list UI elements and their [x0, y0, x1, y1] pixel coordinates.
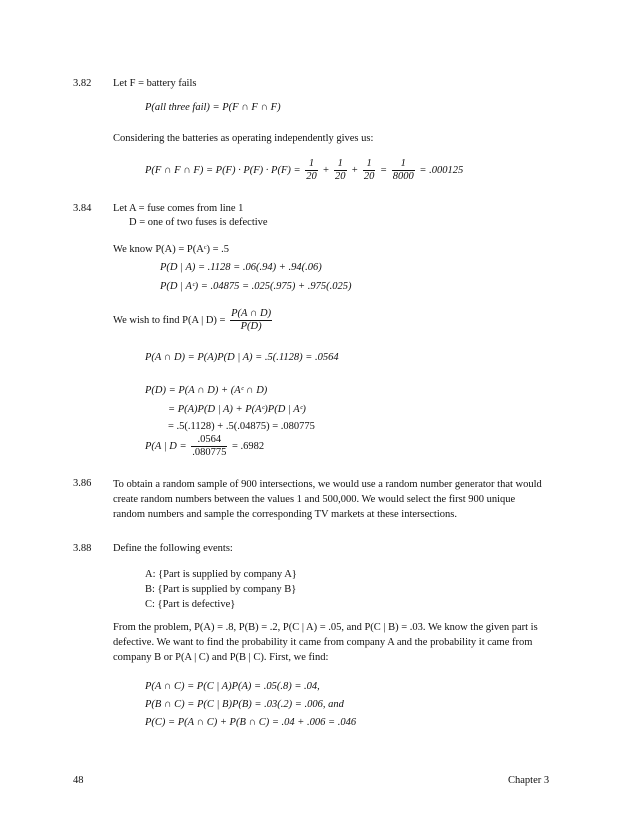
- problem-3-88-paragraph: From the problem, P(A) = .8, P(B) = .2, P(C | A) = .05, and P(C | B) = .03. We know the given part is defective. We want to find the probability it came from company A and the probability it came from company B or P(A | C) and P(B | C). First, we find:: [113, 622, 538, 663]
- problem-3-84-def-d: D = one of two fuses is defective: [129, 217, 268, 228]
- equation-2-result: = .000125: [419, 164, 464, 176]
- wish-text: We wish to find P(A | D) =: [113, 314, 226, 326]
- problem-3-84-eq-f: = .5(.1128) + .5(.04875) = .080775: [168, 421, 315, 432]
- problem-number-3-82: 3.82: [73, 78, 92, 89]
- problem-3-88-eq-2: P(B ∩ C) = P(C | B)P(B) = .03(.2) = .006, and: [145, 699, 344, 710]
- operator-plus-2: +: [351, 164, 359, 176]
- problem-3-84-eq-b: P(D | Aᶜ) = .04875 = .025(.975) + .975(.025): [160, 281, 352, 292]
- problem-3-84-eq-e: = P(A)P(D | A) + P(Aᶜ)P(D | Aᶜ): [168, 404, 306, 415]
- footer-chapter: Chapter 3: [508, 775, 550, 786]
- equation-2-left: P(F ∩ F ∩ F) = P(F) · P(F) · P(F) =: [145, 164, 301, 176]
- eq-g-result: = .6982: [231, 440, 265, 452]
- problem-3-84-eq-d: P(D) = P(A ∩ D) + (Aᶜ ∩ D): [145, 385, 268, 396]
- problem-3-84-eq-g: [145, 434, 264, 459]
- fraction-1: $\frac{1}{20}$: [306, 158, 317, 182]
- operator-equals: =: [380, 164, 388, 176]
- problem-3-84-known: We know P(A) = P(Aᶜ) = .5: [113, 244, 230, 255]
- event-c: C: {Part is defective}: [145, 599, 236, 610]
- eq-g-fraction: $\frac{.0564}{.080775}$: [192, 434, 227, 458]
- event-a: A: {Part is supplied by company A}: [145, 569, 297, 580]
- fraction-4: $\frac{1}{8000}$: [392, 158, 414, 182]
- fraction-2: $\frac{1}{20}$: [335, 158, 346, 182]
- problem-3-88-intro: Define the following events:: [113, 543, 233, 554]
- problem-3-84-wish: [113, 308, 274, 333]
- event-b: B: {Part is supplied by company B}: [145, 584, 297, 595]
- problem-3-82-intro: Let F = battery fails: [113, 78, 197, 89]
- problem-3-82-text: Considering the batteries as operating independently gives us:: [113, 133, 374, 144]
- problem-3-84-def-a: Let A = fuse comes from line 1: [113, 203, 244, 214]
- fraction-3: $\frac{1}{20}$: [363, 158, 375, 182]
- problem-3-84-eq-a: P(D | A) = .1128 = .06(.94) + .94(.06): [160, 262, 322, 273]
- wish-fraction: $\frac{P(A \cap D)}{P(D)}$: [231, 308, 272, 332]
- problem-3-82-equation-2: [145, 158, 463, 183]
- eq-g-left: P(A | D =: [145, 440, 187, 452]
- problem-number-3-86: 3.86: [73, 478, 92, 489]
- problem-3-88-eq-3: P(C) = P(A ∩ C) + P(B ∩ C) = .04 + .006 = .046: [145, 717, 357, 728]
- problem-number-3-88: 3.88: [73, 543, 92, 554]
- problem-number-3-84: 3.84: [73, 203, 92, 214]
- problem-3-88-eq-1: P(A ∩ C) = P(C | A)P(A) = .05(.8) = .04,: [145, 681, 320, 692]
- problem-3-86-text: To obtain a random sample of 900 intersections, we would use a random number generator that would create random numbers between the values 1 and 500,000. We would select the first 900 unique random numbers and sample the corresponding TV markets at these intersections.: [113, 479, 542, 520]
- problem-3-84-eq-c: P(A ∩ D) = P(A)P(D | A) = .5(.1128) = .0564: [145, 352, 339, 363]
- problem-3-82-equation-1: P(all three fail) = P(F ∩ F ∩ F): [145, 102, 281, 113]
- operator-plus-1: +: [322, 164, 330, 176]
- footer-page-number: 48: [73, 775, 84, 786]
